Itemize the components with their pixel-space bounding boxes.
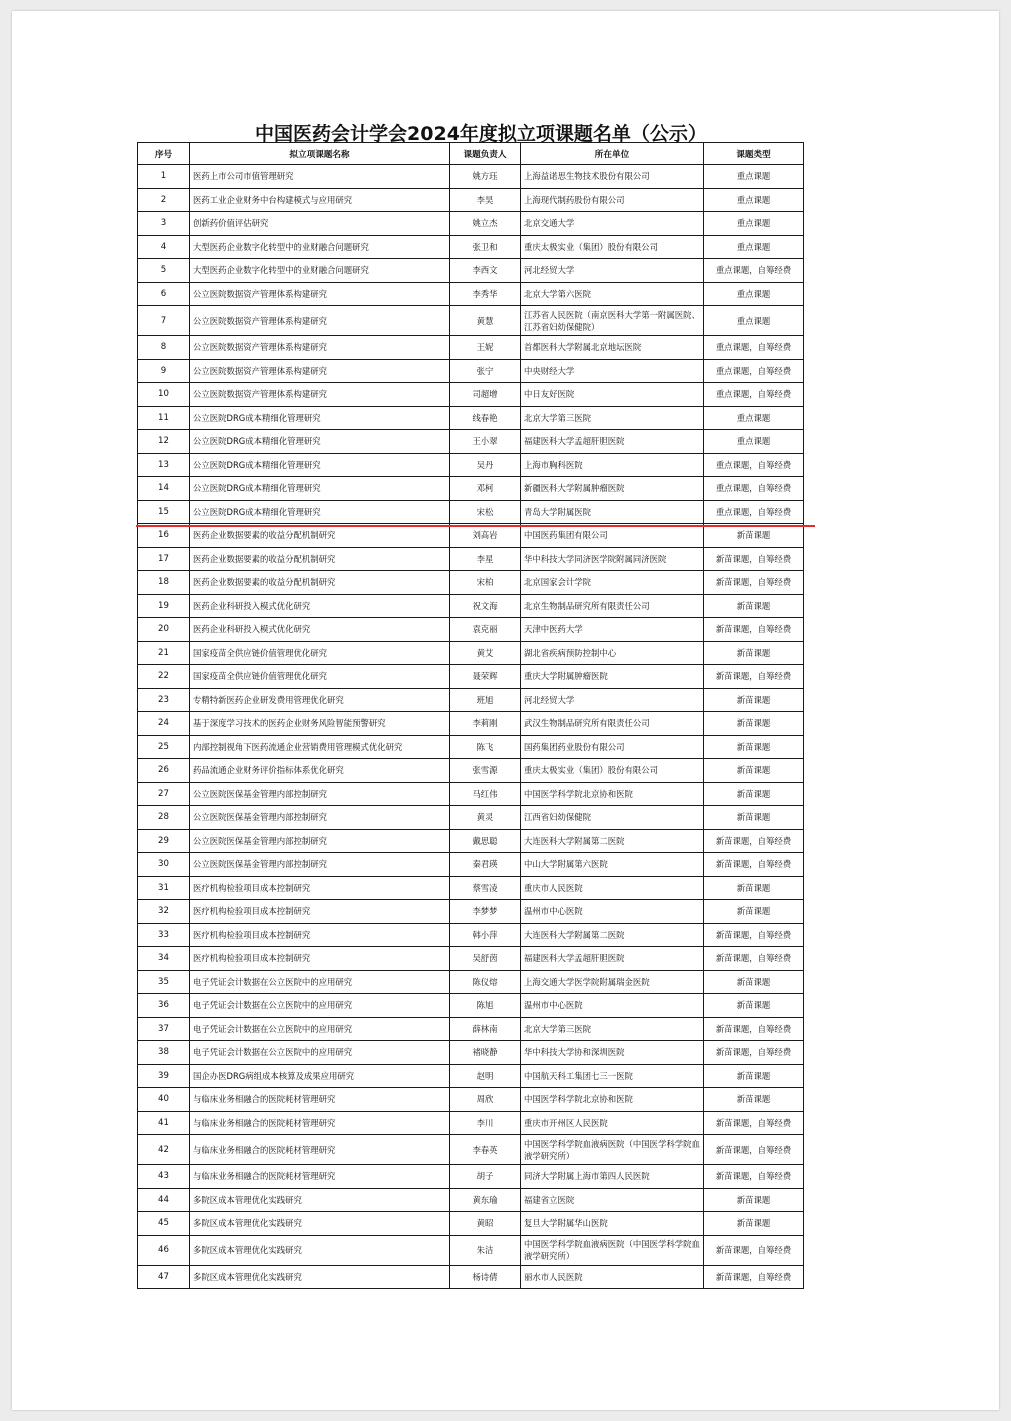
cell-name: 公立医院医保基金管理内部控制研究: [190, 806, 450, 830]
cell-person: 赵明: [450, 1064, 521, 1088]
document-title: 中国医药会计学会2024年度拟立项课题名单（公示）: [255, 123, 707, 145]
cell-name: 电子凭证会计数据在公立医院中的应用研究: [190, 970, 450, 994]
cell-name: 医疗机构检验项目成本控制研究: [190, 876, 450, 900]
cell-person: 吴丹: [450, 453, 521, 477]
cell-no: 13: [138, 453, 190, 477]
cell-name: 与临床业务相融合的医院耗材管理研究: [190, 1135, 450, 1165]
cell-unit: 天津中医药大学: [521, 618, 704, 642]
cell-name: 电子凭证会计数据在公立医院中的应用研究: [190, 1041, 450, 1065]
cell-type: 新苗课题，自筹经费: [704, 853, 804, 877]
cell-no: 10: [138, 383, 190, 407]
cell-no: 19: [138, 594, 190, 618]
table-row: [138, 712, 804, 736]
cell-name: 公立医院DRG成本精细化管理研究: [190, 500, 450, 524]
cell-unit: 河北经贸大学: [521, 259, 704, 283]
cell-person: 王妮: [450, 336, 521, 360]
cell-name: 基于深度学习技术的医药企业财务风险智能预警研究: [190, 712, 450, 736]
cell-no: 42: [138, 1135, 190, 1165]
cell-type: 新苗课题，自筹经费: [704, 923, 804, 947]
cell-person: 陈飞: [450, 735, 521, 759]
cell-unit: 湖北省疾病预防控制中心: [521, 641, 704, 665]
cell-name: 公立医院DRG成本精细化管理研究: [190, 453, 450, 477]
cell-person: 朱洁: [450, 1235, 521, 1265]
table-row: [138, 994, 804, 1018]
cell-person: 吴舒茵: [450, 947, 521, 971]
cell-type: 新苗课题，自筹经费: [704, 947, 804, 971]
document-page: [12, 11, 999, 1410]
cell-unit: 上海市胸科医院: [521, 453, 704, 477]
cell-name: 公立医院医保基金管理内部控制研究: [190, 782, 450, 806]
cell-unit: 北京大学第六医院: [521, 282, 704, 306]
table-row: [138, 900, 804, 924]
cell-unit: 中山大学附属第六医院: [521, 853, 704, 877]
cell-no: 36: [138, 994, 190, 1018]
cell-person: 马红伟: [450, 782, 521, 806]
cell-name: 国家疫苗全供应链价值管理优化研究: [190, 641, 450, 665]
cell-name: 与临床业务相融合的医院耗材管理研究: [190, 1111, 450, 1135]
cell-person: 周欣: [450, 1088, 521, 1112]
cell-type: 新苗课题，自筹经费: [704, 665, 804, 689]
cell-type: 重点课题: [704, 430, 804, 454]
cell-no: 31: [138, 876, 190, 900]
cell-name: 公立医院数据资产管理体系构建研究: [190, 383, 450, 407]
cell-type: 新苗课题，自筹经费: [704, 571, 804, 595]
table-row: [138, 500, 804, 524]
cell-person: 班旭: [450, 688, 521, 712]
table-row: [138, 759, 804, 783]
cell-person: 宋松: [450, 500, 521, 524]
cell-type: 重点课题，自筹经费: [704, 383, 804, 407]
cell-type: 新苗课题，自筹经费: [704, 1265, 804, 1289]
table-row: [138, 1235, 804, 1265]
cell-type: 重点课题，自筹经费: [704, 336, 804, 360]
cell-unit: 福建省立医院: [521, 1188, 704, 1212]
cell-name: 公立医院数据资产管理体系构建研究: [190, 336, 450, 360]
table-row: [138, 853, 804, 877]
cell-type: 重点课题: [704, 165, 804, 189]
cell-person: 袁克丽: [450, 618, 521, 642]
cell-type: 新苗课题: [704, 1188, 804, 1212]
table-row: [138, 336, 804, 360]
table-row: [138, 547, 804, 571]
table-row: [138, 618, 804, 642]
cell-person: 宋柏: [450, 571, 521, 595]
cell-no: 21: [138, 641, 190, 665]
cell-name: 多院区成本管理优化实践研究: [190, 1188, 450, 1212]
cell-no: 9: [138, 359, 190, 383]
table-row: [138, 235, 804, 259]
cell-type: 新苗课题: [704, 1064, 804, 1088]
red-divider-line: [136, 525, 815, 527]
cell-type: 新苗课题: [704, 876, 804, 900]
cell-person: 张宁: [450, 359, 521, 383]
cell-type: 新苗课题，自筹经费: [704, 547, 804, 571]
cell-person: 黄艾: [450, 641, 521, 665]
cell-unit: 温州市中心医院: [521, 900, 704, 924]
cell-person: 杨诗倩: [450, 1265, 521, 1289]
table-row: [138, 188, 804, 212]
cell-name: 与临床业务相融合的医院耗材管理研究: [190, 1088, 450, 1112]
cell-name: 多院区成本管理优化实践研究: [190, 1265, 450, 1289]
cell-name: 医药上市公司市值管理研究: [190, 165, 450, 189]
cell-person: 李昊: [450, 188, 521, 212]
cell-name: 医药企业科研投入模式优化研究: [190, 618, 450, 642]
cell-no: 18: [138, 571, 190, 595]
cell-no: 3: [138, 212, 190, 236]
cell-unit: 上海交通大学医学院附属瑞金医院: [521, 970, 704, 994]
cell-name: 医药企业科研投入模式优化研究: [190, 594, 450, 618]
column-header-unit: 所在单位: [521, 143, 704, 165]
table-row: [138, 641, 804, 665]
table-row: [138, 1088, 804, 1112]
cell-unit: 大连医科大学附属第二医院: [521, 923, 704, 947]
cell-unit: 华中科技大学同济医学院附属同济医院: [521, 547, 704, 571]
table-row: [138, 829, 804, 853]
cell-no: 30: [138, 853, 190, 877]
cell-name: 公立医院DRG成本精细化管理研究: [190, 477, 450, 501]
table-row: [138, 477, 804, 501]
cell-type: 重点课题，自筹经费: [704, 500, 804, 524]
column-header-no: 序号: [138, 143, 190, 165]
cell-person: 李梦梦: [450, 900, 521, 924]
column-header-name: 拟立项课题名称: [190, 143, 450, 165]
cell-unit: 武汉生物制品研究所有限责任公司: [521, 712, 704, 736]
table-row: [138, 406, 804, 430]
cell-person: 聂荣辉: [450, 665, 521, 689]
cell-name: 公立医院DRG成本精细化管理研究: [190, 430, 450, 454]
table-row: [138, 1111, 804, 1135]
cell-no: 41: [138, 1111, 190, 1135]
cell-person: 黄灵: [450, 806, 521, 830]
cell-no: 22: [138, 665, 190, 689]
cell-unit: 重庆市开州区人民医院: [521, 1111, 704, 1135]
cell-unit: 北京国家会计学院: [521, 571, 704, 595]
cell-unit: 重庆太极实业（集团）股份有限公司: [521, 759, 704, 783]
cell-no: 25: [138, 735, 190, 759]
cell-person: 黄昭: [450, 1212, 521, 1236]
cell-person: 姚立杰: [450, 212, 521, 236]
table-row: [138, 594, 804, 618]
cell-type: 重点课题，自筹经费: [704, 259, 804, 283]
cell-name: 医药企业数据要素的收益分配机制研究: [190, 571, 450, 595]
cell-no: 27: [138, 782, 190, 806]
cell-person: 姚方珏: [450, 165, 521, 189]
cell-person: 黄东瑜: [450, 1188, 521, 1212]
table-row: [138, 688, 804, 712]
table-row: [138, 782, 804, 806]
cell-name: 大型医药企业数字化转型中的业财融合问题研究: [190, 235, 450, 259]
cell-name: 与临床业务相融合的医院耗材管理研究: [190, 1165, 450, 1189]
cell-type: 重点课题: [704, 188, 804, 212]
cell-type: 新苗课题: [704, 735, 804, 759]
cell-unit: 中国医学科学院血液病医院（中国医学科学院血液学研究所）: [521, 1235, 704, 1265]
cell-unit: 江苏省人民医院（南京医科大学第一附属医院、江苏省妇幼保健院）: [521, 306, 704, 336]
cell-no: 24: [138, 712, 190, 736]
cell-person: 王小翠: [450, 430, 521, 454]
table-row: [138, 1017, 804, 1041]
cell-unit: 华中科技大学协和深圳医院: [521, 1041, 704, 1065]
cell-type: 新苗课题: [704, 641, 804, 665]
cell-no: 46: [138, 1235, 190, 1265]
cell-name: 专精特新医药企业研发费用管理优化研究: [190, 688, 450, 712]
cell-person: 李秀华: [450, 282, 521, 306]
cell-person: 戴思聪: [450, 829, 521, 853]
cell-type: 重点课题: [704, 282, 804, 306]
cell-no: 14: [138, 477, 190, 501]
cell-unit: 中日友好医院: [521, 383, 704, 407]
table-row: [138, 359, 804, 383]
table-row: [138, 1135, 804, 1165]
table-row: [138, 430, 804, 454]
cell-name: 医疗机构检验项目成本控制研究: [190, 900, 450, 924]
cell-person: 张卫和: [450, 235, 521, 259]
cell-type: 重点课题，自筹经费: [704, 359, 804, 383]
cell-type: 新苗课题: [704, 1088, 804, 1112]
cell-no: 8: [138, 336, 190, 360]
cell-no: 34: [138, 947, 190, 971]
table-row: [138, 524, 804, 548]
cell-no: 43: [138, 1165, 190, 1189]
cell-name: 公立医院DRG成本精细化管理研究: [190, 406, 450, 430]
cell-no: 23: [138, 688, 190, 712]
cell-name: 多院区成本管理优化实践研究: [190, 1212, 450, 1236]
cell-no: 20: [138, 618, 190, 642]
cell-unit: 江西省妇幼保健院: [521, 806, 704, 830]
cell-unit: 上海益诺思生物技术股份有限公司: [521, 165, 704, 189]
table-row: [138, 571, 804, 595]
cell-person: 李莉刚: [450, 712, 521, 736]
cell-unit: 重庆太极实业（集团）股份有限公司: [521, 235, 704, 259]
cell-no: 5: [138, 259, 190, 283]
cell-name: 公立医院数据资产管理体系构建研究: [190, 359, 450, 383]
cell-no: 45: [138, 1212, 190, 1236]
cell-no: 16: [138, 524, 190, 548]
cell-name: 电子凭证会计数据在公立医院中的应用研究: [190, 994, 450, 1018]
cell-unit: 河北经贸大学: [521, 688, 704, 712]
cell-person: 韩小萍: [450, 923, 521, 947]
cell-no: 17: [138, 547, 190, 571]
cell-type: 新苗课题，自筹经费: [704, 1135, 804, 1165]
cell-type: 新苗课题: [704, 970, 804, 994]
cell-unit: 温州市中心医院: [521, 994, 704, 1018]
cell-type: 重点课题: [704, 406, 804, 430]
cell-name: 医疗机构检验项目成本控制研究: [190, 923, 450, 947]
table-row: [138, 806, 804, 830]
cell-type: 新苗课题: [704, 594, 804, 618]
cell-name: 公立医院数据资产管理体系构建研究: [190, 282, 450, 306]
table-row: [138, 306, 804, 336]
cell-unit: 北京大学第三医院: [521, 406, 704, 430]
cell-type: 新苗课题: [704, 806, 804, 830]
cell-person: 邓柯: [450, 477, 521, 501]
cell-person: 李春英: [450, 1135, 521, 1165]
cell-type: 新苗课题: [704, 994, 804, 1018]
column-header-type: 课题类型: [704, 143, 804, 165]
cell-name: 大型医药企业数字化转型中的业财融合问题研究: [190, 259, 450, 283]
cell-no: 44: [138, 1188, 190, 1212]
table-row: [138, 212, 804, 236]
cell-unit: 重庆大学附属肿瘤医院: [521, 665, 704, 689]
cell-name: 公立医院医保基金管理内部控制研究: [190, 829, 450, 853]
cell-unit: 福建医科大学孟超肝胆医院: [521, 430, 704, 454]
cell-unit: 福建医科大学孟超肝胆医院: [521, 947, 704, 971]
table-row: [138, 1165, 804, 1189]
cell-person: 李西文: [450, 259, 521, 283]
table-row: [138, 282, 804, 306]
cell-type: 新苗课题，自筹经费: [704, 1111, 804, 1135]
cell-no: 12: [138, 430, 190, 454]
cell-unit: 丽水市人民医院: [521, 1265, 704, 1289]
cell-type: 重点课题，自筹经费: [704, 453, 804, 477]
cell-no: 29: [138, 829, 190, 853]
cell-person: 李川: [450, 1111, 521, 1135]
cell-no: 47: [138, 1265, 190, 1289]
cell-no: 28: [138, 806, 190, 830]
cell-unit: 同济大学附属上海市第四人民医院: [521, 1165, 704, 1189]
cell-unit: 复旦大学附属华山医院: [521, 1212, 704, 1236]
table-row: [138, 970, 804, 994]
cell-name: 医疗机构检验项目成本控制研究: [190, 947, 450, 971]
cell-unit: 青岛大学附属医院: [521, 500, 704, 524]
cell-type: 新苗课题，自筹经费: [704, 1165, 804, 1189]
cell-type: 重点课题: [704, 306, 804, 336]
cell-no: 11: [138, 406, 190, 430]
cell-person: 褚晓静: [450, 1041, 521, 1065]
cell-no: 15: [138, 500, 190, 524]
cell-person: 蔡雪凌: [450, 876, 521, 900]
cell-name: 公立医院数据资产管理体系构建研究: [190, 306, 450, 336]
cell-name: 公立医院医保基金管理内部控制研究: [190, 853, 450, 877]
table-row: [138, 1265, 804, 1289]
table-row: [138, 1212, 804, 1236]
cell-unit: 中国医学科学院北京协和医院: [521, 1088, 704, 1112]
cell-type: 新苗课题，自筹经费: [704, 829, 804, 853]
cell-unit: 上海现代制药股份有限公司: [521, 188, 704, 212]
cell-person: 祝文海: [450, 594, 521, 618]
cell-type: 新苗课题: [704, 759, 804, 783]
table-row: [138, 1041, 804, 1065]
cell-unit: 北京交通大学: [521, 212, 704, 236]
table-row: [138, 1188, 804, 1212]
cell-unit: 中央财经大学: [521, 359, 704, 383]
cell-no: 38: [138, 1041, 190, 1065]
cell-person: 刘高岩: [450, 524, 521, 548]
cell-no: 4: [138, 235, 190, 259]
table-row: [138, 947, 804, 971]
table-row: [138, 453, 804, 477]
cell-no: 40: [138, 1088, 190, 1112]
cell-no: 35: [138, 970, 190, 994]
cell-no: 33: [138, 923, 190, 947]
cell-no: 2: [138, 188, 190, 212]
cell-no: 7: [138, 306, 190, 336]
cell-type: 新苗课题，自筹经费: [704, 618, 804, 642]
cell-no: 6: [138, 282, 190, 306]
cell-type: 新苗课题: [704, 524, 804, 548]
cell-name: 创新药价值评估研究: [190, 212, 450, 236]
cell-name: 电子凭证会计数据在公立医院中的应用研究: [190, 1017, 450, 1041]
cell-type: 新苗课题，自筹经费: [704, 1017, 804, 1041]
cell-person: 陈仪熔: [450, 970, 521, 994]
cell-person: 司超增: [450, 383, 521, 407]
cell-person: 薛林南: [450, 1017, 521, 1041]
cell-name: 医药工业企业财务中台构建模式与应用研究: [190, 188, 450, 212]
table-header-row: [138, 143, 804, 165]
cell-type: 新苗课题: [704, 900, 804, 924]
table-row: [138, 665, 804, 689]
cell-type: 重点课题: [704, 212, 804, 236]
cell-name: 内部控制视角下医药流通企业营销费用管理模式优化研究: [190, 735, 450, 759]
cell-type: 重点课题，自筹经费: [704, 477, 804, 501]
cell-unit: 北京大学第三医院: [521, 1017, 704, 1041]
cell-name: 国企办医DRG病组成本核算及成果应用研究: [190, 1064, 450, 1088]
cell-type: 新苗课题，自筹经费: [704, 1041, 804, 1065]
cell-no: 32: [138, 900, 190, 924]
cell-unit: 中国医药集团有限公司: [521, 524, 704, 548]
table-row: [138, 876, 804, 900]
table-row: [138, 923, 804, 947]
cell-type: 新苗课题: [704, 782, 804, 806]
cell-unit: 国药集团药业股份有限公司: [521, 735, 704, 759]
table-row: [138, 259, 804, 283]
cell-type: 新苗课题: [704, 688, 804, 712]
cell-no: 1: [138, 165, 190, 189]
cell-name: 医药企业数据要素的收益分配机制研究: [190, 547, 450, 571]
cell-name: 多院区成本管理优化实践研究: [190, 1235, 450, 1265]
cell-name: 医药企业数据要素的收益分配机制研究: [190, 524, 450, 548]
cell-person: 秦君瑛: [450, 853, 521, 877]
cell-unit: 中国航天科工集团七三一医院: [521, 1064, 704, 1088]
cell-unit: 中国医学科学院北京协和医院: [521, 782, 704, 806]
column-header-person: 课题负责人: [450, 143, 521, 165]
cell-no: 37: [138, 1017, 190, 1041]
cell-unit: 北京生物制品研究所有限责任公司: [521, 594, 704, 618]
cell-person: 李星: [450, 547, 521, 571]
cell-type: 新苗课题，自筹经费: [704, 1235, 804, 1265]
cell-unit: 中国医学科学院血液病医院（中国医学科学院血液学研究所）: [521, 1135, 704, 1165]
table-row: [138, 383, 804, 407]
cell-no: 39: [138, 1064, 190, 1088]
cell-unit: 新疆医科大学附属肿瘤医院: [521, 477, 704, 501]
cell-person: 陈旭: [450, 994, 521, 1018]
cell-unit: 重庆市人民医院: [521, 876, 704, 900]
cell-person: 张雪源: [450, 759, 521, 783]
cell-unit: 大连医科大学附属第二医院: [521, 829, 704, 853]
table-row: [138, 165, 804, 189]
table-row: [138, 735, 804, 759]
cell-type: 新苗课题: [704, 712, 804, 736]
cell-name: 国家疫苗全供应链价值管理优化研究: [190, 665, 450, 689]
cell-person: 线春艳: [450, 406, 521, 430]
cell-person: 黄慧: [450, 306, 521, 336]
cell-type: 新苗课题: [704, 1212, 804, 1236]
cell-name: 药品流通企业财务评价指标体系优化研究: [190, 759, 450, 783]
cell-no: 26: [138, 759, 190, 783]
table-row: [138, 1064, 804, 1088]
cell-type: 重点课题: [704, 235, 804, 259]
project-list-table: [137, 142, 804, 1289]
cell-unit: 首都医科大学附属北京地坛医院: [521, 336, 704, 360]
cell-person: 胡子: [450, 1165, 521, 1189]
